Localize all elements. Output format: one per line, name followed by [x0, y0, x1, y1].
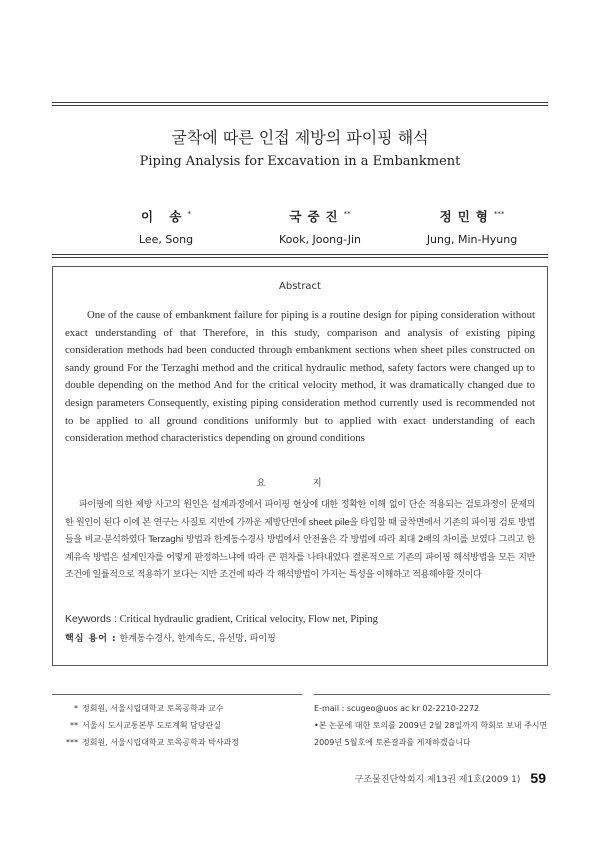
footnote-mark: *: [74, 704, 78, 713]
abstract-box: [52, 266, 548, 666]
author-3-mark: ***: [493, 209, 505, 218]
footnote-item: [52, 734, 302, 751]
keywords-korean-text: 한계동수경사, 한계속도, 유선망, 파이핑: [119, 634, 276, 644]
summary-heading: 요 지: [256, 478, 344, 489]
page-number: 59: [530, 770, 546, 786]
footnote-item: [52, 717, 302, 734]
affiliation-footnotes: [52, 700, 302, 751]
footnote-mark: ***: [66, 738, 78, 747]
discussion-notice: •본 논문에 대한 토의를 2009년 2월 28일까지 학회로 보내 주시면 2009년 5월호에 토론결과를 게재하겠습니다: [314, 721, 548, 747]
author-3: [392, 207, 552, 246]
abstract-heading: Abstract: [279, 281, 321, 292]
author-1: [86, 207, 246, 246]
footnote-text: 서울시 도시교통본부 도로계획 담당관실: [82, 721, 222, 730]
keywords-korean-label: 핵심 용어 :: [65, 634, 117, 644]
footnote-mark: **: [70, 721, 78, 730]
journal-citation: 구조물진단학회지 제13권 제1호(2009 1): [354, 775, 521, 785]
page-footer: [355, 770, 546, 786]
author-1-name-english: Lee, Song: [138, 233, 194, 246]
keywords-label: Keywords :: [65, 613, 117, 625]
footnote-divider-right: [314, 694, 550, 695]
paper-title-korean: 굴착에 따른 인접 제방의 파이핑 해석: [171, 128, 429, 147]
footnote-divider-left: [52, 694, 302, 695]
author-2-mark: **: [343, 209, 351, 218]
author-2-name-english: Kook, Joong-Jin: [278, 233, 361, 246]
keywords-line: [65, 613, 535, 625]
contact-footnotes: [314, 700, 554, 751]
footnote-text: 정회원, 서울시립대학교 토목공학과 교수: [82, 704, 224, 713]
author-2: [240, 207, 400, 246]
footnote-text: 정회원, 서울시립대학교 토목공학과 박사과정: [82, 738, 240, 747]
footnote-item: [52, 700, 302, 717]
author-3-name-english: Jung, Min-Hyung: [426, 233, 518, 246]
author-3-name-korean: 정민형: [439, 209, 494, 224]
keywords-text: Critical hydraulic gradient, Critical velocity, Flow net, Piping: [119, 614, 378, 625]
paper-title-english: Piping Analysis for Excavation in a Embankment: [139, 154, 461, 169]
contact-email: E-mail : scugeo@uos ac kr 02-2210-2272: [314, 704, 480, 713]
title-block: [52, 102, 548, 258]
summary-text: 파이핑에 의한 제방 사고의 원인은 설계과정에서 파이핑 현상에 대한 정확한 이해 없이 단순 적용되는 검토과정이 문제의 한 원인이 된다 이에 본 연구는 사질토 지반에 가까운 제방단면에 sheet pile을 타입할 때 굴착면에서 기존의 파이핑 검토 방법들을 비교·분석하였다 Terzaghi 방법과 한계동수경사 방법에서 안전율은 각 방법에 따라 최대 2배의 차이를 보였다 그리고 한계유속 방법은 설계인자를 어떻게 판정하느냐에 따라 큰 편차를 나타내었다 결론적으로 기존의 파이핑 해석방법을 모든 지반 조건에 일률적으로 적용하기 보다는 지반 조건에 따라 각 해석방법이 가지는 특성을 이해하고 적용해야할 것이다: [65, 500, 535, 581]
abstract-text: One of the cause of embankment failure for piping is a routine design for piping consideration without exact understanding of that Therefore, in this study, comparison and analysis of existing piping consideration methods had been conducted through embankment sections when sheet piles constructed on sandy ground For the Terzaghi method and the critical hydraulic method, safety factors were changed up to double depending on the method And for the critical velocity method, it was dramatically changed due to design parameters Consequently, existing piping consideration method currently used is recommended not to be applied to all ground conditions uniformly but to applied with exact understanding of each consideration method characteristics depending on ground conditions: [65, 309, 535, 445]
author-1-mark: *: [187, 209, 191, 218]
author-2-name-korean: 국중진: [289, 209, 344, 224]
author-1-name-korean: 이 송: [140, 209, 188, 224]
keywords-korean-line: [65, 631, 535, 644]
